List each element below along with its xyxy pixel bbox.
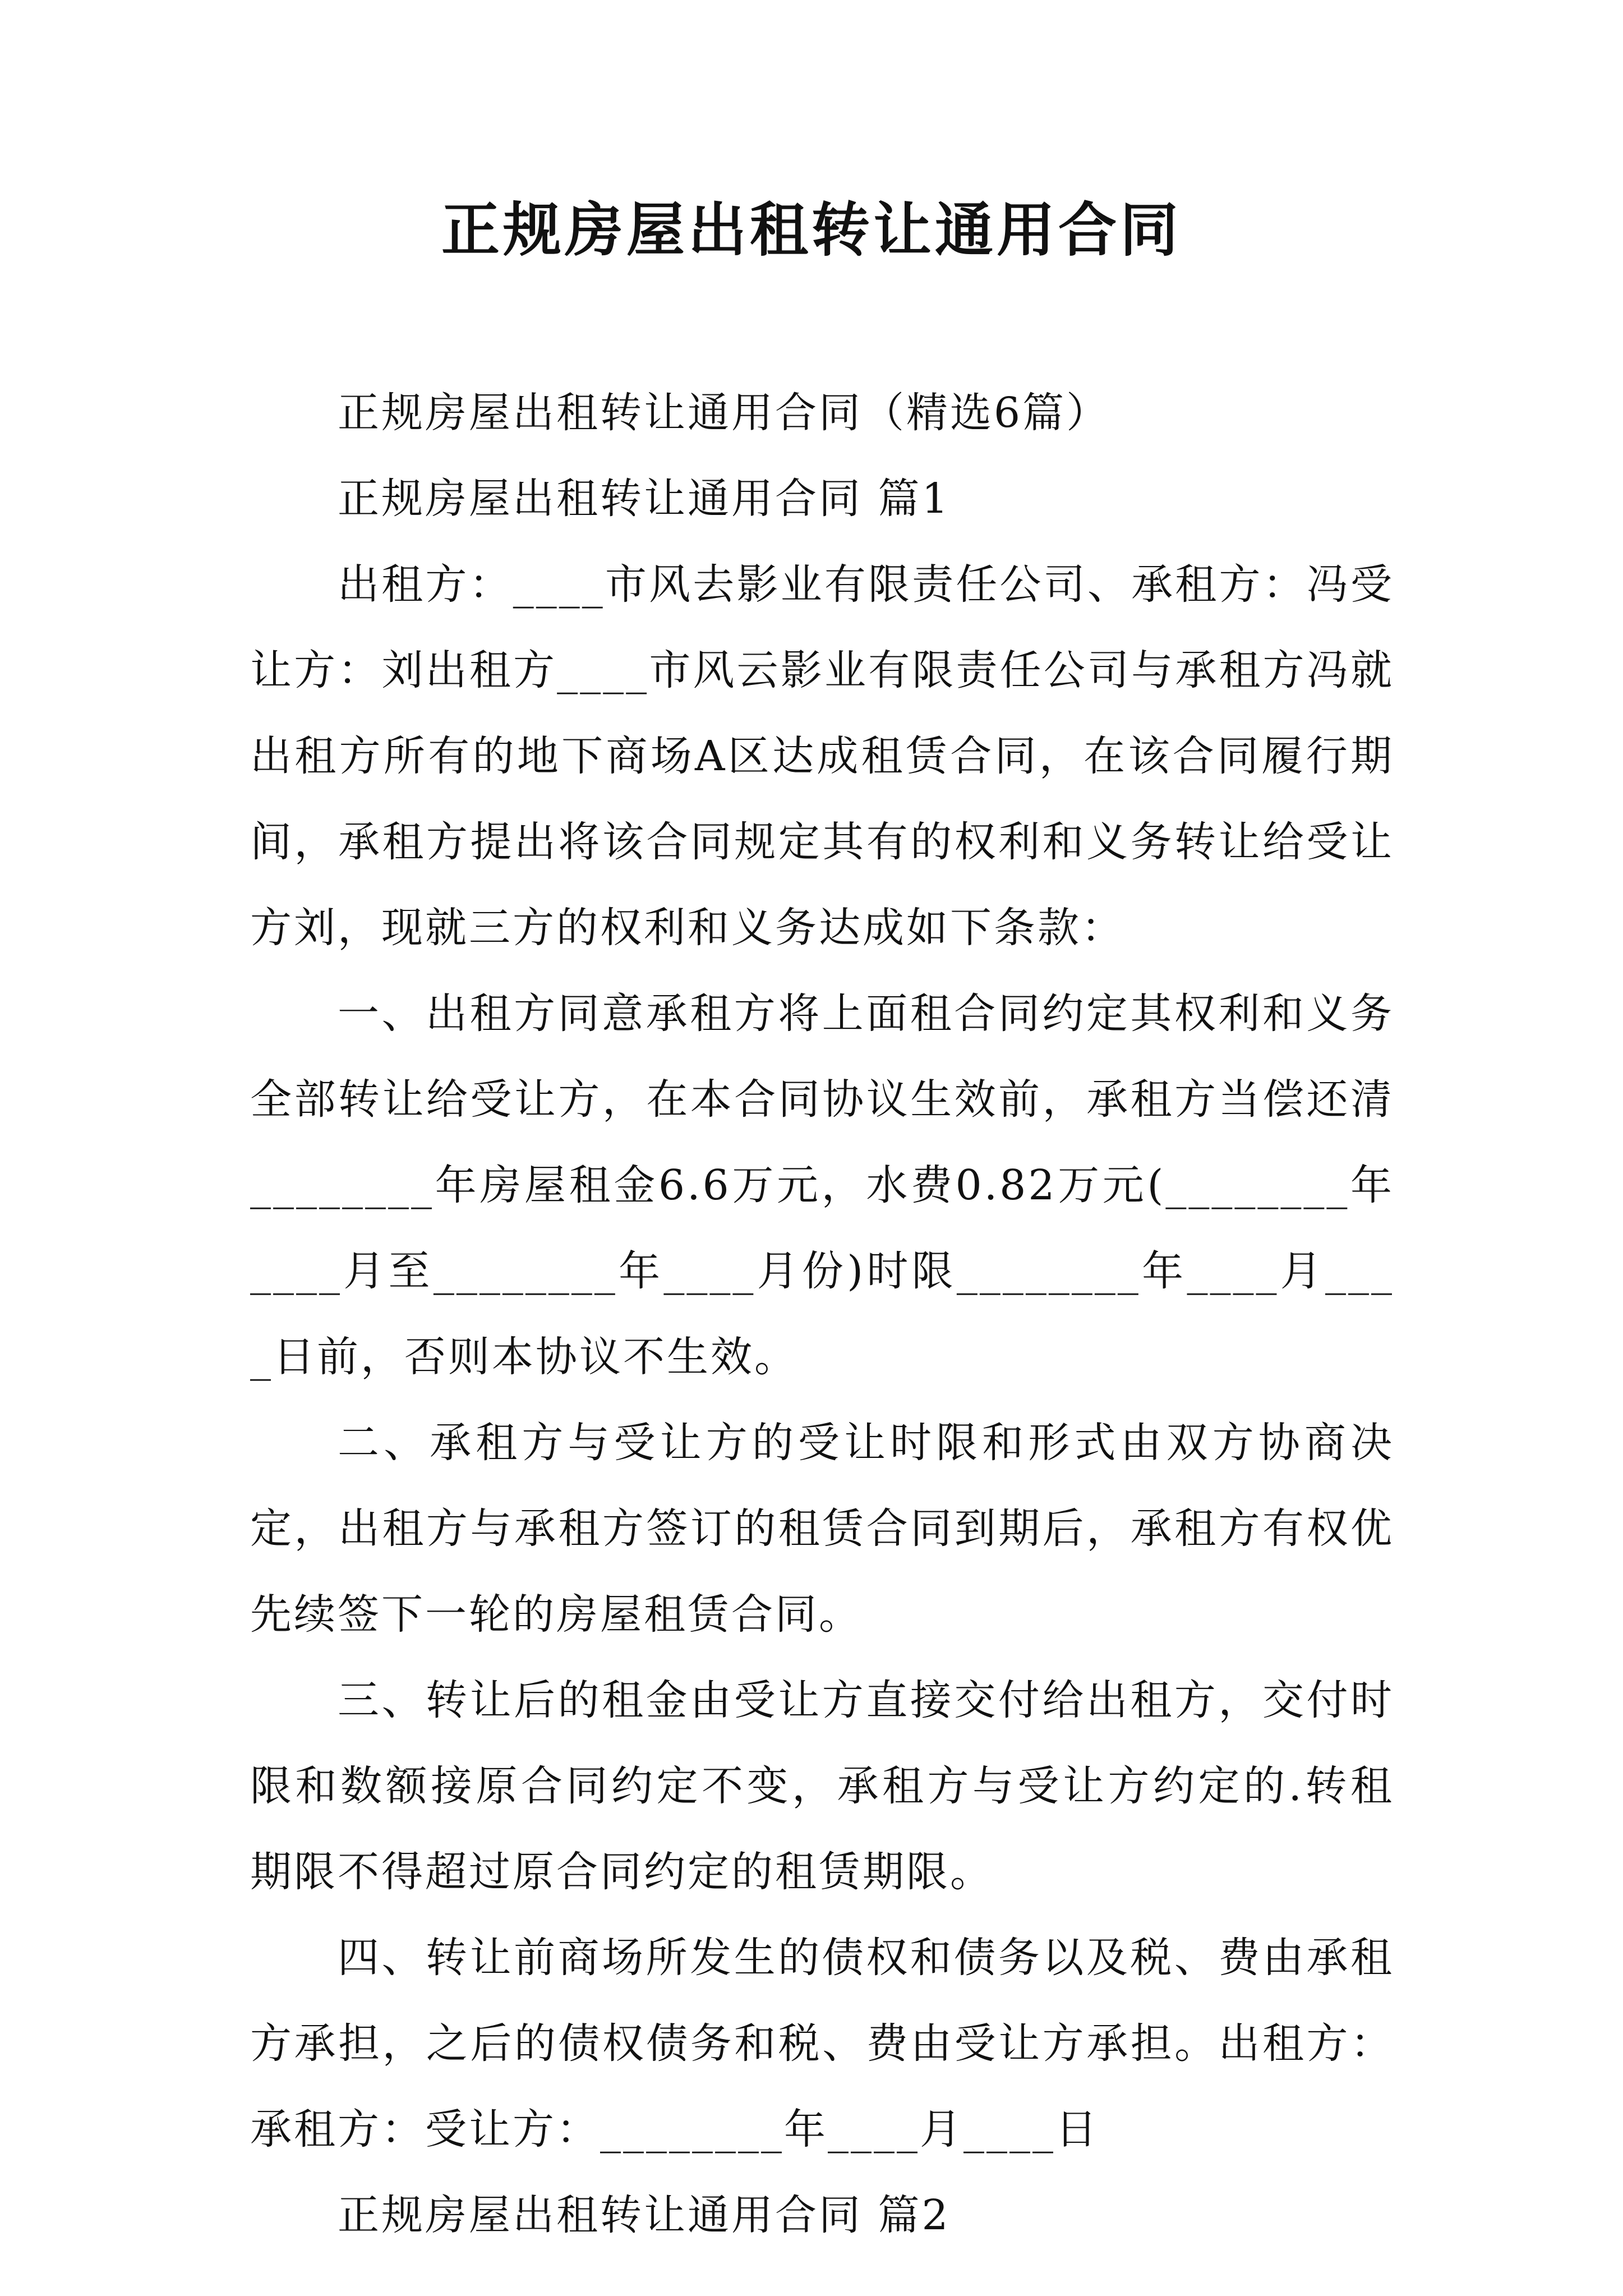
clause-2: 二、承租方与受让方的受让时限和形式由双方协商决定，出租方与承租方签订的租赁合同到期后，承租方有权优先续签下一轮的房屋租赁合同。 [250,1419,1394,1639]
clause-3: 三、转让后的租金由受让方直接交付给出租方，交付时限和数额接原合同约定不变，承租方与受让方约定的.转租期限不得超过原合同约定的租赁期限。 [250,1676,1394,1896]
document-title: 正规房屋出租转让通用合同 [441,195,1182,264]
clause-1: 一、出租方同意承租方将上面租合同约定其权利和义务全部转让给受让方，在本合同协议生效前，承租方当偿还清________年房屋租金6.6万元，水费0.82万元(________年____月至________年____月份)时限________年____月____日前，否则本协议不生效。 [250,990,1394,1381]
section-heading-2: 正规房屋出租转让通用合同 篇2 [338,2191,951,2239]
parties-paragraph: 出租方：____市风去影业有限责任公司、承租方：冯受让方：刘出租方____市风云影业有限责任公司与承租方冯就出租方所有的地下商场A区达成租赁合同，在该合同履行期间，承租方提出将该合同规定其有的权利和义务转让给受让方刘，现就三方的权利和义务达成如下条款： [250,560,1394,952]
collection-heading: 正规房屋出租转让通用合同（精选6篇） [338,389,1110,437]
document-body [250,370,1394,2258]
section-heading-1: 正规房屋出租转让通用合同 篇1 [338,475,951,523]
clause-4: 四、转让前商场所发生的债权和债务以及税、费由承租方承担，之后的债权债务和税、费由受让方承担。出租方：承租方：受让方：________年____月____日 [250,1934,1394,2154]
